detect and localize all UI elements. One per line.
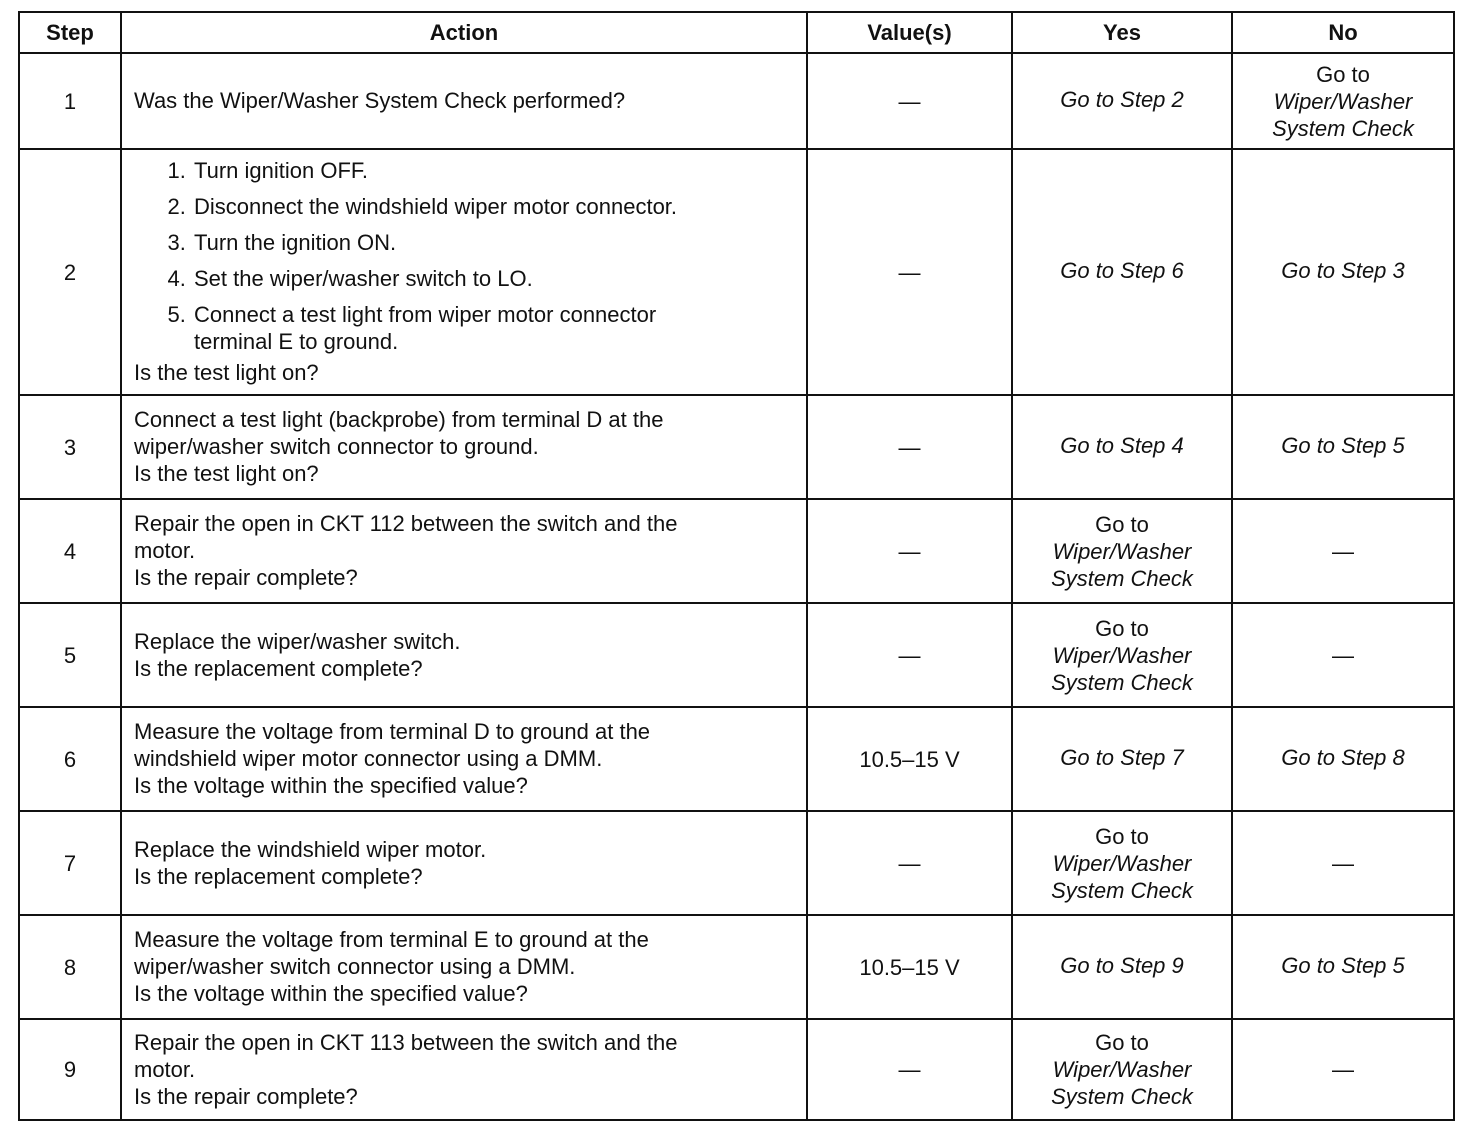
- yes-outcome: Wiper/Washer System Check: [1051, 538, 1193, 591]
- action-cell: [121, 707, 807, 811]
- action-cell: [121, 149, 807, 395]
- no-cell: —: [1232, 603, 1454, 707]
- yes-outcome: Go to Step 6: [1060, 257, 1184, 283]
- action-instruction: Repair the open in CKT 113 between the switch and the motor.: [134, 1029, 678, 1082]
- yes-outcome: Go to Step 4: [1060, 432, 1184, 458]
- action-cell: [121, 395, 807, 499]
- yes-cell: [1012, 707, 1232, 811]
- yes-cell: [1012, 149, 1232, 395]
- table-row: [19, 915, 1454, 1019]
- action-cell: [121, 915, 807, 1019]
- action-instruction: Connect a test light (backprobe) from terminal D at the wiper/washer switch connector to ground.: [134, 407, 664, 459]
- action-instruction: Replace the windshield wiper motor.: [134, 836, 487, 862]
- table-row: [19, 395, 1454, 499]
- table-row: [19, 499, 1454, 603]
- step-number: 4: [19, 499, 121, 603]
- value-cell: 10.5–15 V: [807, 915, 1012, 1019]
- step-number: 5: [19, 603, 121, 707]
- yes-outcome: Go to Step 7: [1060, 744, 1184, 770]
- yes-cell: [1012, 499, 1232, 603]
- list-item: 1. Turn ignition OFF.: [192, 157, 794, 184]
- no-outcome: Go to Step 3: [1281, 257, 1405, 283]
- yes-cell: [1012, 811, 1232, 915]
- action-cell: [121, 499, 807, 603]
- action-cell: [121, 53, 807, 149]
- value-cell: —: [807, 499, 1012, 603]
- action-question: Is the test light on?: [134, 461, 319, 486]
- action-question: Is the replacement complete?: [134, 655, 423, 681]
- no-cell: [1232, 149, 1454, 395]
- yes-outcome: Wiper/Washer System Check: [1051, 1057, 1193, 1109]
- value-cell: —: [807, 1019, 1012, 1120]
- step-number: 8: [19, 915, 121, 1019]
- action-question: Is the test light on?: [134, 360, 319, 385]
- yes-cell: [1012, 603, 1232, 707]
- header-yes: Yes: [1012, 12, 1232, 53]
- yes-cell: [1012, 395, 1232, 499]
- action-cell: [121, 1019, 807, 1120]
- action-question: Is the replacement complete?: [134, 863, 423, 889]
- action-cell: [121, 811, 807, 915]
- action-instruction: Replace the wiper/washer switch.: [134, 628, 461, 654]
- no-outcome: Go to Step 5: [1281, 432, 1405, 458]
- table-row: [19, 1019, 1454, 1120]
- action-question: Is the voltage within the specified value?: [134, 981, 528, 1006]
- yes-prefix: Go to: [1095, 615, 1149, 641]
- table-row: [19, 149, 1454, 395]
- list-item: 3. Turn the ignition ON.: [192, 229, 794, 256]
- header-row: [19, 12, 1454, 53]
- yes-prefix: Go to: [1095, 823, 1149, 849]
- value-cell: —: [807, 149, 1012, 395]
- action-question: Is the repair complete?: [134, 1083, 358, 1109]
- value-cell: —: [807, 603, 1012, 707]
- action-instruction: Was the Wiper/Washer System Check performed?: [134, 88, 626, 113]
- value-cell: —: [807, 811, 1012, 915]
- no-prefix: Go to: [1316, 61, 1370, 87]
- action-list: [134, 157, 794, 359]
- yes-prefix: Go to: [1095, 511, 1149, 537]
- no-cell: [1232, 707, 1454, 811]
- step-number: 6: [19, 707, 121, 811]
- no-cell: [1232, 53, 1454, 149]
- action-instruction: Measure the voltage from terminal D to ground at the windshield wiper motor connector using a DMM.: [134, 719, 651, 771]
- yes-cell: [1012, 915, 1232, 1019]
- no-outcome: Wiper/Washer System Check: [1272, 88, 1414, 141]
- list-item: 2. Disconnect the windshield wiper motor connector.: [192, 193, 794, 220]
- yes-cell: [1012, 1019, 1232, 1120]
- list-item: 5. Connect a test light from wiper motor connector terminal E to ground.: [192, 301, 734, 355]
- action-cell: [121, 603, 807, 707]
- value-cell: —: [807, 53, 1012, 149]
- header-values: Value(s): [807, 12, 1012, 53]
- step-number: 2: [19, 149, 121, 395]
- list-item: 4. Set the wiper/washer switch to LO.: [192, 265, 794, 292]
- step-number: 1: [19, 53, 121, 149]
- step-number: 7: [19, 811, 121, 915]
- yes-outcome: Go to Step 9: [1060, 952, 1184, 978]
- action-question: Is the voltage within the specified value?: [134, 773, 528, 798]
- action-instruction: Measure the voltage from terminal E to ground at the wiper/washer switch connector using a DMM.: [134, 927, 649, 979]
- action-instruction: Repair the open in CKT 112 between the switch and the motor.: [134, 511, 678, 563]
- yes-outcome: Wiper/Washer System Check: [1051, 850, 1193, 903]
- action-question: Is the repair complete?: [134, 565, 358, 590]
- yes-cell: [1012, 53, 1232, 149]
- header-no: No: [1232, 12, 1454, 53]
- header-step: Step: [19, 12, 121, 53]
- step-number: 9: [19, 1019, 121, 1120]
- value-cell: 10.5–15 V: [807, 707, 1012, 811]
- yes-outcome: Go to Step 2: [1060, 86, 1184, 112]
- no-cell: [1232, 395, 1454, 499]
- no-cell: —: [1232, 1019, 1454, 1120]
- no-cell: [1232, 915, 1454, 1019]
- table-row: [19, 603, 1454, 707]
- no-cell: —: [1232, 499, 1454, 603]
- table-row: [19, 707, 1454, 811]
- header-action: Action: [121, 12, 807, 53]
- table-row: [19, 811, 1454, 915]
- yes-prefix: Go to: [1095, 1030, 1149, 1055]
- yes-outcome: Wiper/Washer System Check: [1051, 642, 1193, 695]
- no-cell: —: [1232, 811, 1454, 915]
- no-outcome: Go to Step 5: [1281, 952, 1405, 978]
- value-cell: —: [807, 395, 1012, 499]
- step-number: 3: [19, 395, 121, 499]
- no-outcome: Go to Step 8: [1281, 744, 1405, 770]
- diagnostic-table: [18, 11, 1455, 1121]
- table-row: [19, 53, 1454, 149]
